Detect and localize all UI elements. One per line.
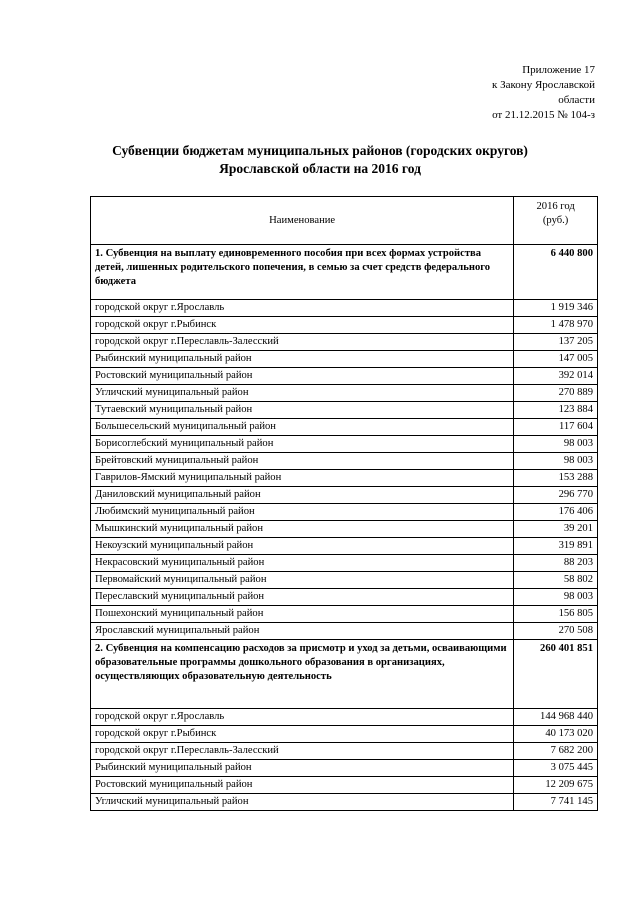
table-row (91, 419, 598, 436)
table-header-row (91, 197, 598, 245)
district-amount: 7 741 145 (514, 794, 598, 811)
title-line-1: Субвенции бюджетам муниципальных районов (городских округов) (112, 143, 528, 158)
district-amount: 270 889 (514, 385, 598, 402)
district-name: Угличский муниципальный район (91, 385, 514, 402)
table-row (91, 300, 598, 317)
district-amount: 153 288 (514, 470, 598, 487)
district-name: городской округ г.Ярославль (91, 709, 514, 726)
title-line-2: Ярославской области на 2016 год (219, 161, 421, 176)
table-row (91, 555, 598, 572)
district-amount: 98 003 (514, 436, 598, 453)
header-unit-label: (руб.) (542, 215, 569, 226)
district-name: Тутаевский муниципальный район (91, 402, 514, 419)
district-name: Даниловский муниципальный район (91, 487, 514, 504)
table-row (91, 794, 598, 811)
section-2-title: 2. Субвенция на компенсацию расходов за присмотр и уход за детьми, осваивающими образовательные программы дошкольного образования в организациях, осуществляющих образовательную деятельность (91, 640, 514, 709)
district-amount: 3 075 445 (514, 760, 598, 777)
table-row (91, 606, 598, 623)
district-amount: 98 003 (514, 589, 598, 606)
district-amount: 40 173 020 (514, 726, 598, 743)
table-row (91, 726, 598, 743)
district-amount: 88 203 (514, 555, 598, 572)
table-row (91, 572, 598, 589)
district-amount: 98 003 (514, 453, 598, 470)
district-name: Гаврилов-Ямский муниципальный район (91, 470, 514, 487)
district-amount: 1 919 346 (514, 300, 598, 317)
district-name: Первомайский муниципальный район (91, 572, 514, 589)
table-row (91, 487, 598, 504)
annex-header (492, 63, 595, 123)
district-name: Ярославский муниципальный район (91, 623, 514, 640)
district-name: Мышкинский муниципальный район (91, 521, 514, 538)
district-name: городской округ г.Переславль-Залесский (91, 334, 514, 351)
table-row (91, 334, 598, 351)
district-name: Борисоглебский муниципальный район (91, 436, 514, 453)
district-amount: 176 406 (514, 504, 598, 521)
table-row (91, 589, 598, 606)
table-row (91, 504, 598, 521)
district-amount: 12 209 675 (514, 777, 598, 794)
district-name: Рыбинский муниципальный район (91, 351, 514, 368)
district-name: Рыбинский муниципальный район (91, 760, 514, 777)
section-1-total: 6 440 800 (514, 245, 598, 300)
district-amount: 392 014 (514, 368, 598, 385)
district-name: Переславский муниципальный район (91, 589, 514, 606)
document-title (0, 142, 640, 178)
district-amount: 296 770 (514, 487, 598, 504)
annex-number: Приложение 17 (522, 64, 595, 76)
annex-date: от 21.12.2015 № 104-з (492, 109, 595, 121)
district-name: Любимский муниципальный район (91, 504, 514, 521)
district-name: Некрасовский муниципальный район (91, 555, 514, 572)
district-name: Ростовский муниципальный район (91, 368, 514, 385)
district-name: Некоузский муниципальный район (91, 538, 514, 555)
district-amount: 123 884 (514, 402, 598, 419)
section-1-title: 1. Субвенция на выплату единовременного пособия при всех формах устройства детей, лишенных родительского попечения, в семью за счет средств федерального бюджета (91, 245, 514, 300)
district-name: Брейтовский муниципальный район (91, 453, 514, 470)
table-row (91, 777, 598, 794)
table-row (91, 760, 598, 777)
table-row (91, 743, 598, 760)
header-year-label: 2016 год (536, 201, 575, 212)
table-row (91, 351, 598, 368)
district-amount: 117 604 (514, 419, 598, 436)
table-row (91, 402, 598, 419)
district-name: Пошехонский муниципальный район (91, 606, 514, 623)
table-row (91, 538, 598, 555)
district-amount: 39 201 (514, 521, 598, 538)
district-amount: 7 682 200 (514, 743, 598, 760)
district-name: Большесельский муниципальный район (91, 419, 514, 436)
table-row (91, 521, 598, 538)
district-name: городской округ г.Рыбинск (91, 726, 514, 743)
table-row (91, 436, 598, 453)
table-row (91, 385, 598, 402)
district-name: городской округ г.Рыбинск (91, 317, 514, 334)
district-amount: 1 478 970 (514, 317, 598, 334)
district-name: городской округ г.Переславль-Залесский (91, 743, 514, 760)
section-2-row (91, 640, 598, 709)
section-2-total: 260 401 851 (514, 640, 598, 709)
annex-law: к Закону Ярославской (492, 79, 595, 91)
table-row (91, 453, 598, 470)
table-row (91, 317, 598, 334)
district-amount: 156 805 (514, 606, 598, 623)
section-1-row (91, 245, 598, 300)
district-name: городской округ г.Ярославль (91, 300, 514, 317)
subsidy-table (90, 196, 598, 811)
header-year (514, 197, 598, 245)
district-amount: 270 508 (514, 623, 598, 640)
district-amount: 137 205 (514, 334, 598, 351)
district-name: Ростовский муниципальный район (91, 777, 514, 794)
district-name: Угличский муниципальный район (91, 794, 514, 811)
table-row (91, 368, 598, 385)
district-amount: 58 802 (514, 572, 598, 589)
annex-region: области (558, 94, 595, 106)
table-row (91, 623, 598, 640)
table-row (91, 470, 598, 487)
table-row (91, 709, 598, 726)
district-amount: 147 005 (514, 351, 598, 368)
district-amount: 144 968 440 (514, 709, 598, 726)
district-amount: 319 891 (514, 538, 598, 555)
header-name: Наименование (91, 197, 514, 245)
